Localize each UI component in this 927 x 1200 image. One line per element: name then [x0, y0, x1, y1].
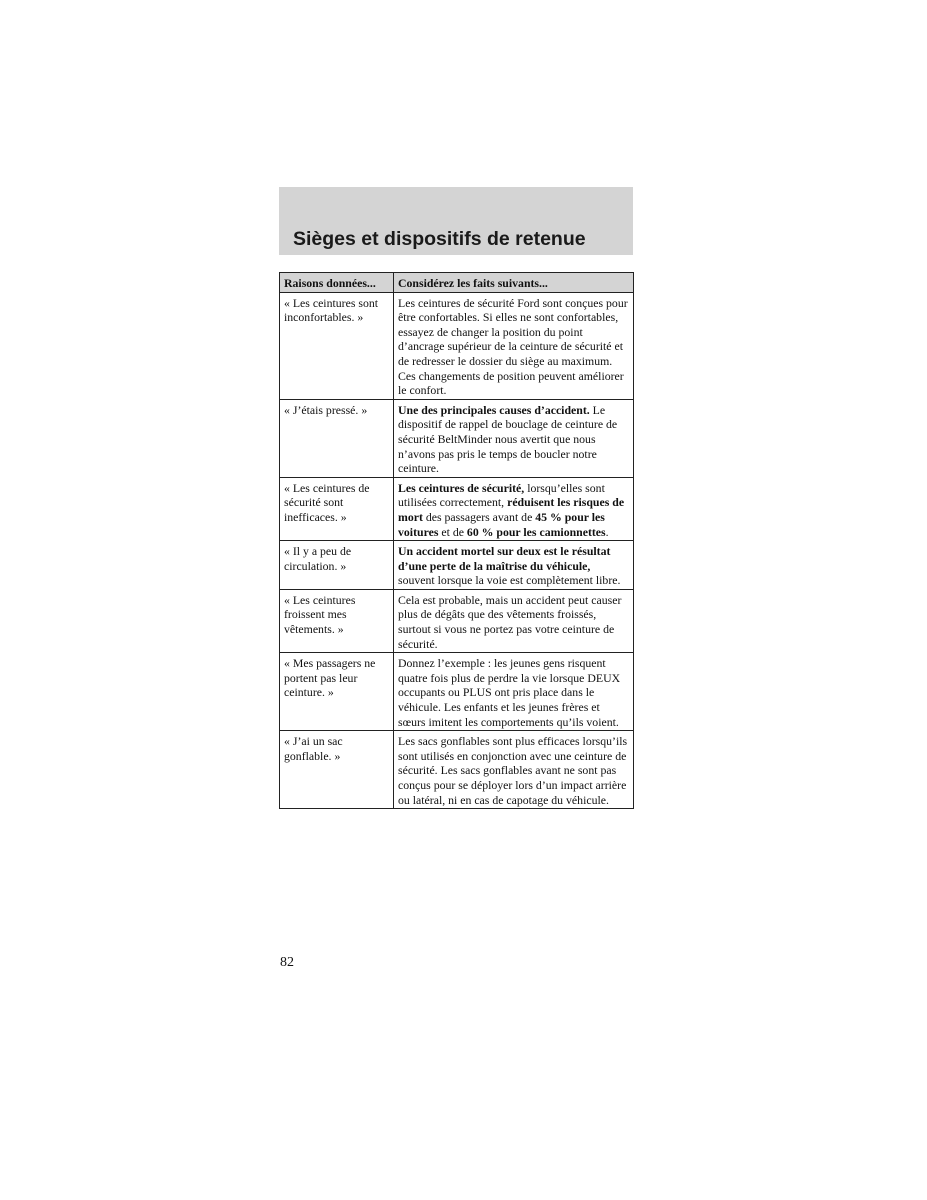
reason-cell: « Il y a peu de circulation. » [280, 541, 394, 590]
reason-cell: « Les ceintures froissent mes vêtements. » [280, 589, 394, 652]
reason-cell: « Les ceintures de sécurité sont inefficaces. » [280, 477, 394, 540]
reason-cell: « Mes passagers ne portent pas leur ceinture. » [280, 653, 394, 731]
fact-emphasis: réduisent les risques de mort [398, 495, 625, 524]
table-row [280, 653, 634, 731]
reason-cell: « J’étais pressé. » [280, 399, 394, 477]
table-header-row [280, 273, 634, 293]
fact-text: souvent lorsque la voie est complètement libre. [398, 573, 621, 588]
column-header-facts: Considérez les faits suivants... [394, 273, 634, 293]
fact-cell [394, 731, 634, 809]
table-row [280, 731, 634, 809]
fact-text: et de [438, 524, 467, 539]
table-body [280, 292, 634, 809]
fact-text: Cela est probable, mais un accident peut causer plus de dégâts que des vêtements froissés, surtout si vous ne portez pas votre ceinture de sécurité. [398, 592, 622, 651]
fact-emphasis: Les ceintures de sécurité, [398, 480, 525, 495]
fact-cell [394, 477, 634, 540]
reason-cell: « Les ceintures sont inconfortables. » [280, 292, 394, 399]
section-title: Sièges et dispositifs de retenue [293, 228, 586, 250]
fact-emphasis: 60 % pour les camionnettes [466, 524, 606, 539]
table-row [280, 589, 634, 652]
table-row [280, 541, 634, 590]
fact-emphasis: Une des principales causes d’accident. [398, 402, 590, 417]
column-header-reasons: Raisons données... [280, 273, 394, 293]
fact-text: Les ceintures de sécurité Ford sont conçues pour être confortables. Si elles ne sont confortables, essayez de changer la position du point d’ancrage supérieur de la ceinture de sécurité et de redresser le dossier du siège au maximum. Ces changements de position peuvent améliorer le confort. [398, 295, 628, 398]
table-row [280, 292, 634, 399]
table-row [280, 477, 634, 540]
fact-emphasis: Un accident mortel sur deux est le résultat d’une perte de la maîtrise du véhicule, [398, 544, 611, 573]
table-row [280, 399, 634, 477]
page-number: 82 [280, 955, 294, 970]
fact-text: . [605, 524, 609, 539]
fact-cell [394, 399, 634, 477]
facts-table [279, 272, 634, 809]
fact-emphasis: 45 % pour les voitures [398, 509, 605, 539]
fact-text: des passagers avant de [422, 509, 536, 524]
fact-text: Le dispositif de rappel de bouclage de ceinture de sécurité BeltMinder nous avertit que nous n’avons pas pris le temps de boucler notre ceinture. [398, 402, 618, 476]
reason-cell: « J’ai un sac gonflable. » [280, 731, 394, 809]
fact-text: lorsqu’elles sont utilisées correctement, [398, 480, 605, 510]
fact-cell [394, 653, 634, 731]
fact-text: Les sacs gonflables sont plus efficaces lorsqu’ils sont utilisés en conjonction avec une ceinture de sécurité. Les sacs gonflables avant ne sont pas conçus pour se déployer lors d’un impact arrière ou latéral, ni en cas de capotage du véhicule. [398, 734, 628, 807]
fact-cell [394, 541, 634, 590]
fact-text: Donnez l’exemple : les jeunes gens risquent quatre fois plus de perdre la vie lorsque DEUX occupants ou PLUS ont pris place dans le véhicule. Les enfants et les jeunes frères et sœurs imitent les comportements qu’ils voient. [398, 656, 621, 729]
section-header [279, 187, 633, 255]
fact-cell [394, 589, 634, 652]
fact-cell [394, 292, 634, 399]
